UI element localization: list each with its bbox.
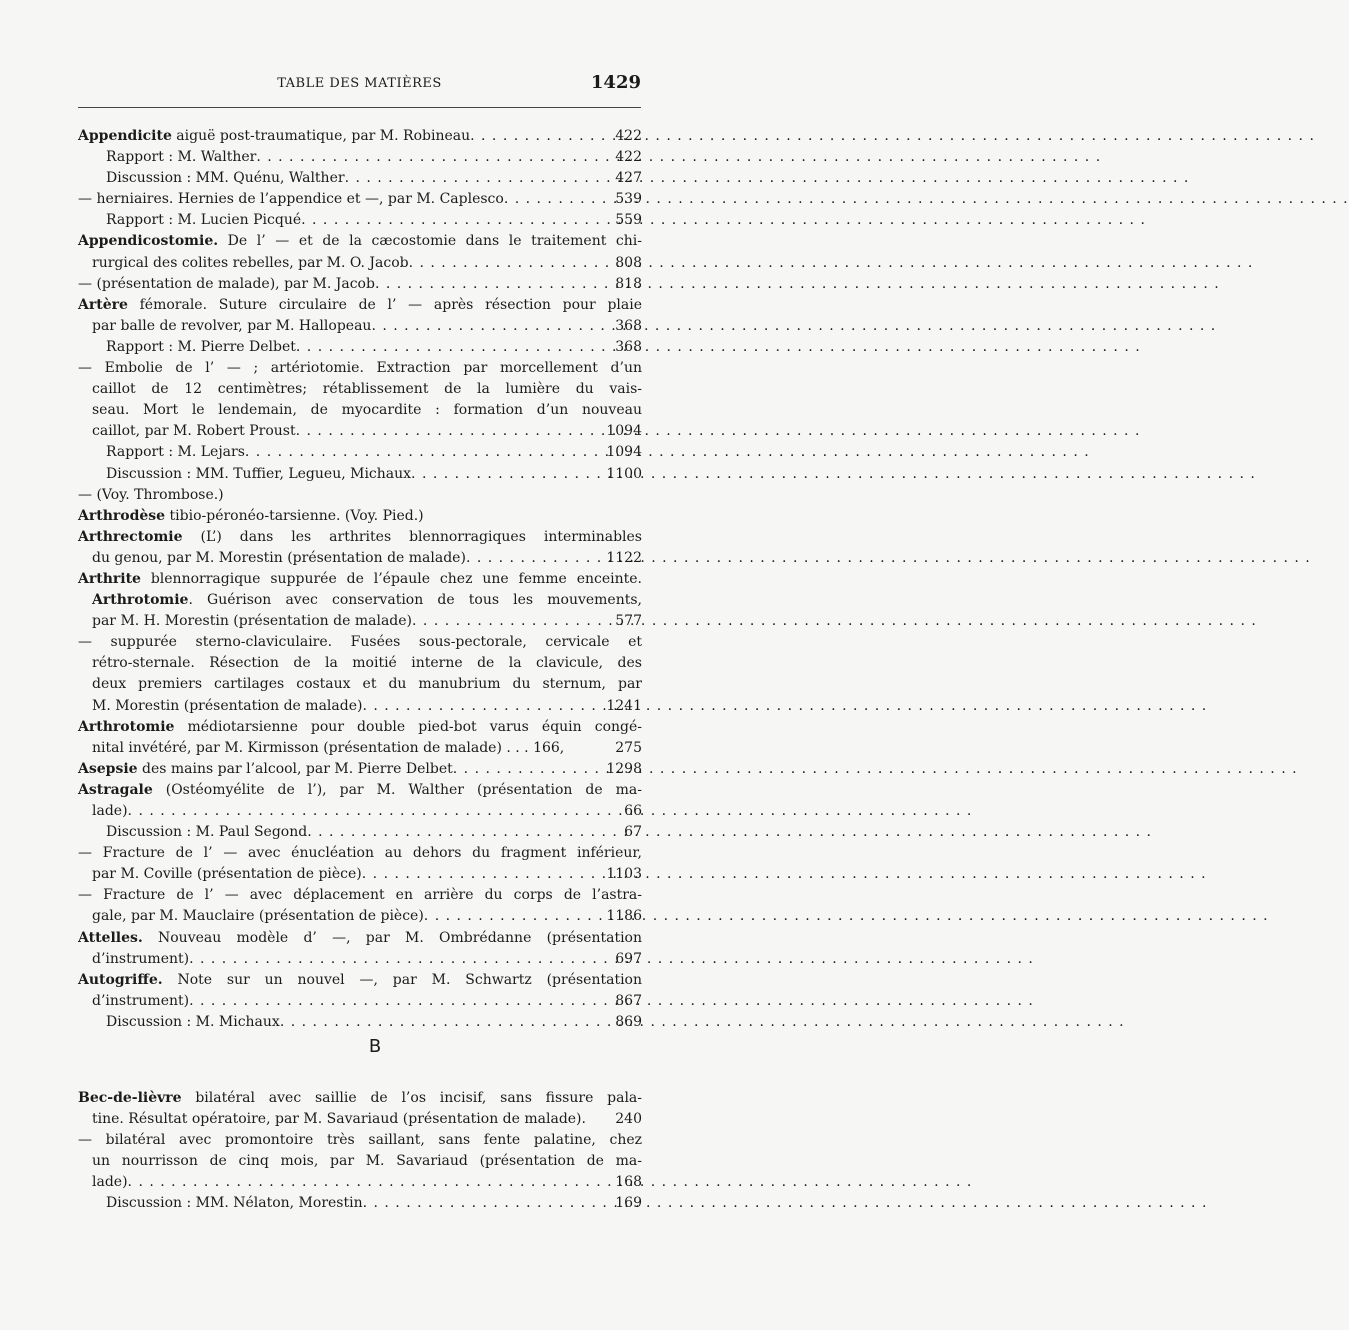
dot-leader [128,1172,612,1193]
index-line-text: Arthrotomie médiotarsienne pour double pied-bot varus équin congé- [78,718,642,735]
page-reference: 1100 [606,465,642,482]
index-line-text: — suppurée sterno-claviculaire. Fusées sous-pectorale, cervicale et [78,634,642,651]
index-line [78,843,642,864]
index-line [78,906,642,927]
dot-leader [371,316,611,337]
page-reference: 818 [615,275,642,292]
dot-leader [362,864,603,885]
dot-leader [363,1193,612,1214]
index-line-text: Astragale (Ostéomyélite de l’), par M. Walther (présentation de ma- [78,781,642,798]
page-reference: 577 [615,613,642,630]
dot-leader [245,442,602,463]
index-line-text: rurgical des colites rebelles, par M. O. Jacob [92,254,409,271]
index-line [78,548,642,569]
dot-leader [345,168,612,189]
page-reference: 539 [615,191,642,208]
page-reference: 368 [615,338,642,355]
running-title: TABLE DES MATIÈRES [277,76,442,91]
index-line [78,527,642,548]
page-reference: 169 [615,1195,642,1212]
index-line [78,210,642,231]
index-line [78,337,642,358]
index-line [78,1172,642,1193]
page-reference: 1122 [606,549,642,566]
index-line [78,485,642,506]
index-line [78,590,642,611]
index-line [78,358,642,379]
index-line [78,1012,642,1033]
index-line [78,780,642,801]
dot-leader [504,189,611,210]
index-line [78,379,642,400]
page-reference: 697 [615,950,642,967]
index-line [78,759,642,780]
index-line [78,1109,642,1130]
page-reference: 168 [615,1174,642,1191]
page-reference: 1103 [606,866,642,883]
page-reference: 368 [615,317,642,334]
index-line [78,316,642,337]
index-line [78,464,642,485]
index-line-text: Bec-de-lièvre bilatéral avec saillie de l’os incisif, sans fissure pala- [78,1090,642,1106]
dot-leader [375,274,611,295]
index-line [78,1193,642,1214]
index-line [78,928,642,949]
index-line-text: — herniaires. Hernies de l’appendice et —, par M. Caplesco [78,191,504,208]
index-line [78,295,642,316]
page-reference: 1186 [606,908,642,925]
dot-leader [280,1012,611,1033]
page-reference: 275 [615,739,642,756]
page-reference: 1241 [606,697,642,714]
index-line-text: lade) [92,1174,128,1191]
page-reference: 1298 [606,760,642,777]
index-line [78,864,642,885]
index-line-text: Discussion : MM. Nélaton, Morestin [106,1195,363,1212]
index-line [78,126,642,147]
index-line-text: deux premiers cartilages costaux et du manubrium du sternum, par [92,676,642,693]
page-reference: 869 [615,1013,642,1030]
index-line [78,970,642,991]
running-header [78,72,641,98]
page-reference: 1094 [606,444,642,461]
page-reference: 422 [615,128,642,144]
index-line-text: Rapport : M. Lucien Picqué [106,212,302,229]
index-line-text: tine. Résultat opératoire, par M. Savariaud (présentation de malade). [92,1111,586,1128]
dot-leader [296,421,603,442]
index-line [78,822,642,843]
dot-leader [296,337,611,358]
page-reference: 427 [615,170,642,187]
index-line [78,506,642,527]
page-reference: 1094 [606,423,642,440]
index-line-text: caillot de 12 centimètres; rétablissement de la lumière du vais- [92,381,642,398]
index-line [78,991,642,1012]
index-line [78,147,642,168]
index-line-text: par M. H. Morestin (présentation de malade) [92,613,413,630]
header-rule [78,107,641,108]
index-line [78,168,642,189]
dot-leader [307,822,612,843]
dot-leader [470,126,611,147]
index-line [78,569,642,590]
index-line-text: Discussion : MM. Tuffier, Legueu, Michaux [106,465,412,482]
page-reference: 559 [615,212,642,229]
index-line [78,1151,642,1172]
dot-leader [453,759,603,780]
dot-leader [189,949,611,970]
index-line-text: d’instrument) [92,992,190,1009]
index-line [78,189,642,210]
page-reference: 240 [615,1111,642,1128]
index-line [78,611,642,632]
index-line-text: d’instrument) [92,950,190,967]
index-line [78,1130,642,1151]
index-line-text: Asepsie des mains par l’alcool, par M. Pierre Delbet [78,760,453,777]
section-a-entries [78,126,642,1033]
index-line-text: rétro-sternale. Résection de la moitié interne de la clavicule, des [92,655,642,672]
index-line-text: Arthrectomie (L’) dans les arthrites blennorragiques interminables [78,528,642,545]
index-line-text: Appendicostomie. De l’ — et de la cæcostomie dans le traitement chi- [78,233,642,250]
index-line [78,421,642,442]
page-reference: 867 [615,992,642,1009]
index-line-text: Arthrodèse tibio-péronéo-tarsienne. (Voy. Pied.) [78,507,424,524]
dot-leader [424,906,603,927]
index-line-text: Appendicite aiguë post-traumatique, par M. Robineau [78,128,471,144]
index-line [78,696,642,717]
index-line [78,253,642,274]
section-b-entries [78,1088,642,1215]
dot-leader [189,991,611,1012]
index-line [78,801,642,822]
page-reference: 67 [624,824,642,841]
index-line-text: — Fracture de l’ — avec déplacement en arrière du corps de l’astra- [78,887,642,904]
index-line-text: lade) [92,803,128,819]
index-line-text: un nourrisson de cinq mois, par M. Savariaud (présentation de ma- [92,1153,642,1170]
index-line [78,738,642,759]
page-reference: 66 [624,803,642,819]
dot-leader [412,611,611,632]
index-line [78,717,642,738]
page-number: 1429 [590,72,641,93]
index-line-text: gale, par M. Mauclaire (présentation de pièce) [92,908,424,925]
dot-leader [128,801,612,822]
index-line-text: — (présentation de malade), par M. Jacob [78,275,375,292]
index-line-text: Rapport : M. Pierre Delbet [106,338,296,355]
index-line-text: M. Morestin (présentation de malade) [92,697,363,714]
index-line [78,885,642,906]
index-line [78,400,642,421]
index-line-text: caillot, par M. Robert Proust [92,423,296,440]
index-line-text: Arthrite blennorragique suppurée de l’épaule chez une femme enceinte. [78,570,642,587]
index-line-text: par M. Coville (présentation de pièce) [92,866,362,883]
index-line-text: — Fracture de l’ — avec énucléation au dehors du fragment inférieur, [78,845,642,862]
dot-leader [256,147,611,168]
index-line-text: seau. Mort le lendemain, de myocardite : formation d’un nouveau [92,402,642,419]
index-line-text: Discussion : MM. Quénu, Walther [106,170,345,187]
index-line-text: Rapport : M. Lejars [106,444,245,461]
dot-leader [466,548,602,569]
index-line [78,653,642,674]
dot-leader [409,253,612,274]
page-reference: 808 [615,254,642,271]
dot-leader [411,464,602,485]
index-line-text: du genou, par M. Morestin (présentation de malade) [92,549,466,566]
index-line-text: Arthrotomie. Guérison avec conservation de tous les mouvements, [92,592,642,609]
index-line [78,632,642,653]
index-line-text: Attelles. Nouveau modèle d’ —, par M. Ombrédanne (présentation [78,929,642,946]
page-reference: 422 [615,149,642,166]
index-line-text: — bilatéral avec promontoire très saillant, sans fente palatine, chez [78,1132,642,1149]
index-line-text: Rapport : M. Walther [106,149,257,166]
index-line-text: — (Voy. Thrombose.) [78,486,224,503]
index-line [78,949,642,970]
section-letter-b: B [368,1036,382,1057]
index-line [78,1088,642,1109]
index-line-text: nital invétéré, par M. Kirmisson (présentation de malade) . . . 166, [92,739,565,756]
index-line-text: Discussion : M. Michaux [106,1013,280,1030]
index-line-text: Autogriffe. Note sur un nouvel —, par M. Schwartz (présentation [78,971,642,988]
index-line-text: Artère fémorale. Suture circulaire de l’ — après résection pour plaie [78,296,642,313]
index-line [78,442,642,463]
index-line [78,231,642,252]
index-line-text: — Embolie de l’ — ; artériotomie. Extraction par morcellement d’un [78,360,642,377]
dot-leader [301,210,611,231]
index-line [78,274,642,295]
index-line-text: Discussion : M. Paul Segond [106,824,308,841]
dot-leader [362,696,602,717]
index-line-text: par balle de revolver, par M. Hallopeau [92,317,372,334]
index-line [78,674,642,695]
